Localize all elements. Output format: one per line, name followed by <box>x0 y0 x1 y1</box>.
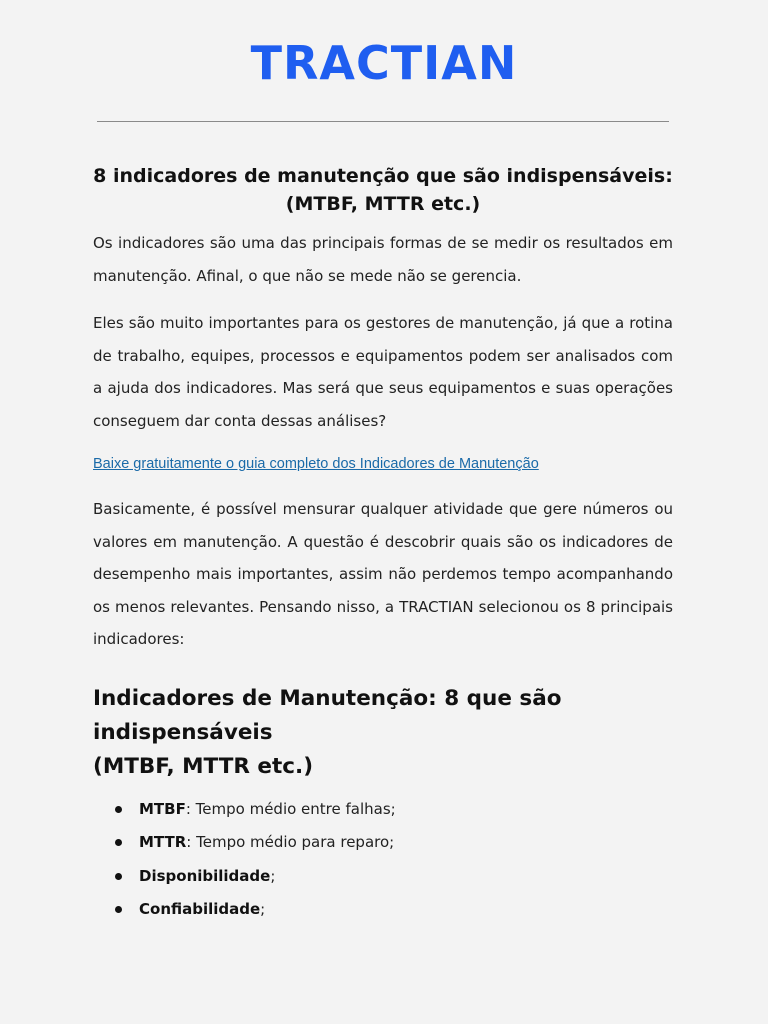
bullet-dot-icon <box>115 806 122 813</box>
indicator-term: MTBF <box>139 800 186 818</box>
tractian-logo: TRACTIAN <box>250 36 518 90</box>
section-heading-line-2: (MTBF, MTTR etc.) <box>93 754 314 779</box>
indicator-term: Disponibilidade <box>139 866 271 885</box>
indicator-description: ; <box>260 899 266 918</box>
indicator-description: : Tempo médio entre falhas; <box>185 800 396 818</box>
indicator-description: ; <box>270 866 276 885</box>
list-item <box>93 893 653 926</box>
document-title <box>93 162 673 218</box>
download-guide-link[interactable]: Baixe gratuitamente o guia completo dos Indicadores de Manutenção <box>93 456 539 472</box>
section-heading <box>93 682 683 784</box>
intro-paragraph: Os indicadores são uma das principais formas de se medir os resultados em manutenção. Afinal, o que não se mede não se gerencia. <box>93 234 673 285</box>
indicator-term: MTTR <box>139 833 187 852</box>
list-item <box>93 826 653 859</box>
list-item <box>93 860 653 893</box>
selection-paragraph: Basicamente, é possível mensurar qualquer atividade que gere números ou valores em manutenção. A questão é descobrir quais são os indicadores de desempenho mais importantes, assim não perdemos tempo acompanhando os menos relevantes. Pensando nisso, a TRACTIAN selecionou os 8 principais indicadores: <box>93 500 673 649</box>
bullet-dot-icon <box>115 839 122 846</box>
document-title-line-1: 8 indicadores de manutenção que são indispensáveis: <box>93 165 673 187</box>
header-divider <box>97 121 669 122</box>
indicator-term: Confiabilidade <box>139 899 261 918</box>
section-heading-line-1: Indicadores de Manutenção: 8 que são indispensáveis <box>93 686 562 745</box>
indicator-description: : Tempo médio para reparo; <box>186 833 395 852</box>
document-title-line-2: (MTBF, MTTR etc.) <box>285 193 481 215</box>
importance-paragraph: Eles são muito importantes para os gestores de manutenção, já que a rotina de trabalho, equipes, processos e equipamentos podem ser analisados com a ajuda dos indicadores. Mas será que seus equipamentos e suas operações conseguem dar conta dessas análises? <box>93 314 673 430</box>
list-item <box>93 793 653 826</box>
bullet-dot-icon <box>115 873 122 880</box>
indicator-list <box>93 793 653 926</box>
bullet-dot-icon <box>115 906 122 913</box>
